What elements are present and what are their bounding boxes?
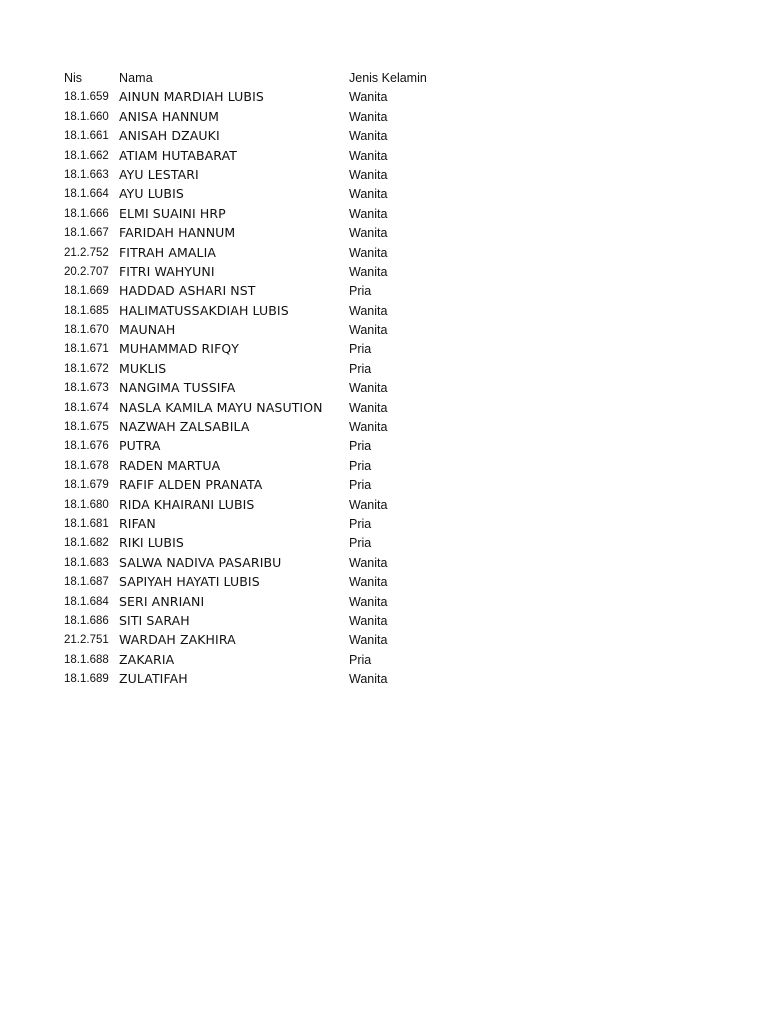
cell-nis: 18.1.667: [64, 227, 109, 240]
cell-nis: 18.1.666: [64, 207, 109, 220]
cell-nama: RADEN MARTUA: [119, 457, 221, 473]
cell-nis: 18.1.679: [64, 479, 109, 492]
header-nis: Nis: [64, 71, 83, 85]
cell-nama: MAUNAH: [119, 322, 176, 338]
cell-nama: FITRAH AMALIA: [119, 244, 217, 260]
cell-jenis-kelamin: Pria: [349, 478, 372, 493]
cell-nama: FITRI WAHYUNI: [119, 263, 215, 279]
cell-jenis-kelamin: Wanita: [349, 206, 388, 221]
cell-nama: ZAKARIA: [119, 651, 175, 667]
cell-nis: 18.1.684: [64, 595, 109, 608]
cell-jenis-kelamin: Wanita: [349, 264, 388, 279]
cell-jenis-kelamin: Wanita: [349, 497, 388, 512]
cell-nis: 18.1.673: [64, 382, 109, 395]
cell-nama: ZULATIFAH: [119, 671, 188, 687]
cell-nama: AYU LESTARI: [119, 166, 199, 182]
cell-nis: 18.1.681: [64, 517, 109, 530]
cell-nama: SALWA NADIVA PASARIBU: [119, 554, 282, 570]
cell-nama: MUKLIS: [119, 360, 167, 376]
cell-jenis-kelamin: Wanita: [349, 90, 388, 105]
cell-nama: RIKI LUBIS: [119, 535, 184, 551]
cell-nama: SAPIYAH HAYATI LUBIS: [119, 574, 260, 590]
cell-jenis-kelamin: Wanita: [349, 109, 388, 124]
cell-jenis-kelamin: Pria: [349, 536, 372, 551]
cell-nis: 18.1.678: [64, 459, 109, 472]
cell-jenis-kelamin: Wanita: [349, 633, 388, 648]
cell-jenis-kelamin: Wanita: [349, 187, 388, 202]
cell-nama: RIDA KHAIRANI LUBIS: [119, 496, 255, 512]
cell-nama: WARDAH ZAKHIRA: [119, 632, 236, 648]
cell-nis: 18.1.669: [64, 285, 109, 298]
cell-nama: RIFAN: [119, 515, 156, 531]
cell-jenis-kelamin: Wanita: [349, 226, 388, 241]
cell-jenis-kelamin: Pria: [349, 284, 372, 299]
cell-nis: 18.1.662: [64, 149, 109, 162]
cell-nama: NAZWAH ZALSABILA: [119, 419, 250, 435]
cell-jenis-kelamin: Wanita: [349, 420, 388, 435]
cell-nis: 18.1.675: [64, 421, 109, 434]
cell-nis: 18.1.671: [64, 343, 109, 356]
cell-nis: 18.1.670: [64, 324, 109, 337]
cell-nama: HADDAD ASHARI NST: [119, 283, 256, 299]
cell-nama: NASLA KAMILA MAYU NASUTION: [119, 399, 323, 415]
cell-nis: 18.1.682: [64, 537, 109, 550]
cell-nis: 18.1.687: [64, 576, 109, 589]
cell-nama: FARIDAH HANNUM: [119, 225, 236, 241]
cell-jenis-kelamin: Pria: [349, 439, 372, 454]
cell-nama: HALIMATUSSAKDIAH LUBIS: [119, 302, 289, 318]
cell-jenis-kelamin: Pria: [349, 652, 372, 667]
cell-nis: 18.1.663: [64, 168, 109, 181]
header-nama: Nama: [119, 71, 153, 85]
cell-jenis-kelamin: Wanita: [349, 129, 388, 144]
cell-nama: ANISAH DZAUKI: [119, 128, 220, 144]
cell-jenis-kelamin: Pria: [349, 342, 372, 357]
cell-nis: 21.2.752: [64, 246, 109, 259]
cell-jenis-kelamin: Wanita: [349, 323, 388, 338]
cell-nis: 18.1.685: [64, 304, 109, 317]
cell-nama: ANISA HANNUM: [119, 108, 220, 124]
cell-nama: AINUN MARDIAH LUBIS: [119, 89, 264, 105]
cell-jenis-kelamin: Wanita: [349, 381, 388, 396]
cell-nama: SITI SARAH: [119, 612, 190, 628]
cell-jenis-kelamin: Wanita: [349, 167, 388, 182]
cell-nis: 18.1.683: [64, 556, 109, 569]
cell-nama: AYU LUBIS: [119, 186, 184, 202]
cell-jenis-kelamin: Wanita: [349, 245, 388, 260]
cell-jenis-kelamin: Wanita: [349, 575, 388, 590]
cell-nis: 18.1.686: [64, 614, 109, 627]
cell-nama: MUHAMMAD RIFQY: [119, 341, 240, 357]
cell-jenis-kelamin: Wanita: [349, 672, 388, 687]
cell-jenis-kelamin: Wanita: [349, 555, 388, 570]
cell-nis: 18.1.674: [64, 401, 109, 414]
cell-jenis-kelamin: Wanita: [349, 400, 388, 415]
cell-nis: 18.1.689: [64, 673, 109, 686]
cell-nis: 18.1.676: [64, 440, 109, 453]
cell-nis: 21.2.751: [64, 634, 109, 647]
cell-jenis-kelamin: Pria: [349, 516, 372, 531]
cell-nama: ATIAM HUTABARAT: [119, 147, 237, 163]
cell-nis: 18.1.661: [64, 130, 109, 143]
cell-nama: RAFIF ALDEN PRANATA: [119, 477, 263, 493]
cell-nama: SERI ANRIANI: [119, 593, 205, 609]
cell-jenis-kelamin: Pria: [349, 361, 372, 376]
cell-nama: NANGIMA TUSSIFA: [119, 380, 236, 396]
cell-nis: 20.2.707: [64, 265, 109, 278]
cell-nis: 18.1.660: [64, 110, 109, 123]
cell-nis: 18.1.680: [64, 498, 109, 511]
cell-jenis-kelamin: Wanita: [349, 148, 388, 163]
cell-nis: 18.1.659: [64, 91, 109, 104]
cell-jenis-kelamin: Wanita: [349, 303, 388, 318]
cell-nis: 18.1.672: [64, 362, 109, 375]
cell-jenis-kelamin: Wanita: [349, 613, 388, 628]
cell-nis: 18.1.664: [64, 188, 109, 201]
cell-nama: ELMI SUAINI HRP: [119, 205, 226, 221]
cell-jenis-kelamin: Wanita: [349, 594, 388, 609]
cell-nama: PUTRA: [119, 438, 161, 454]
cell-nis: 18.1.688: [64, 653, 109, 666]
cell-jenis-kelamin: Pria: [349, 458, 372, 473]
header-jenis-kelamin: Jenis Kelamin: [349, 71, 427, 85]
